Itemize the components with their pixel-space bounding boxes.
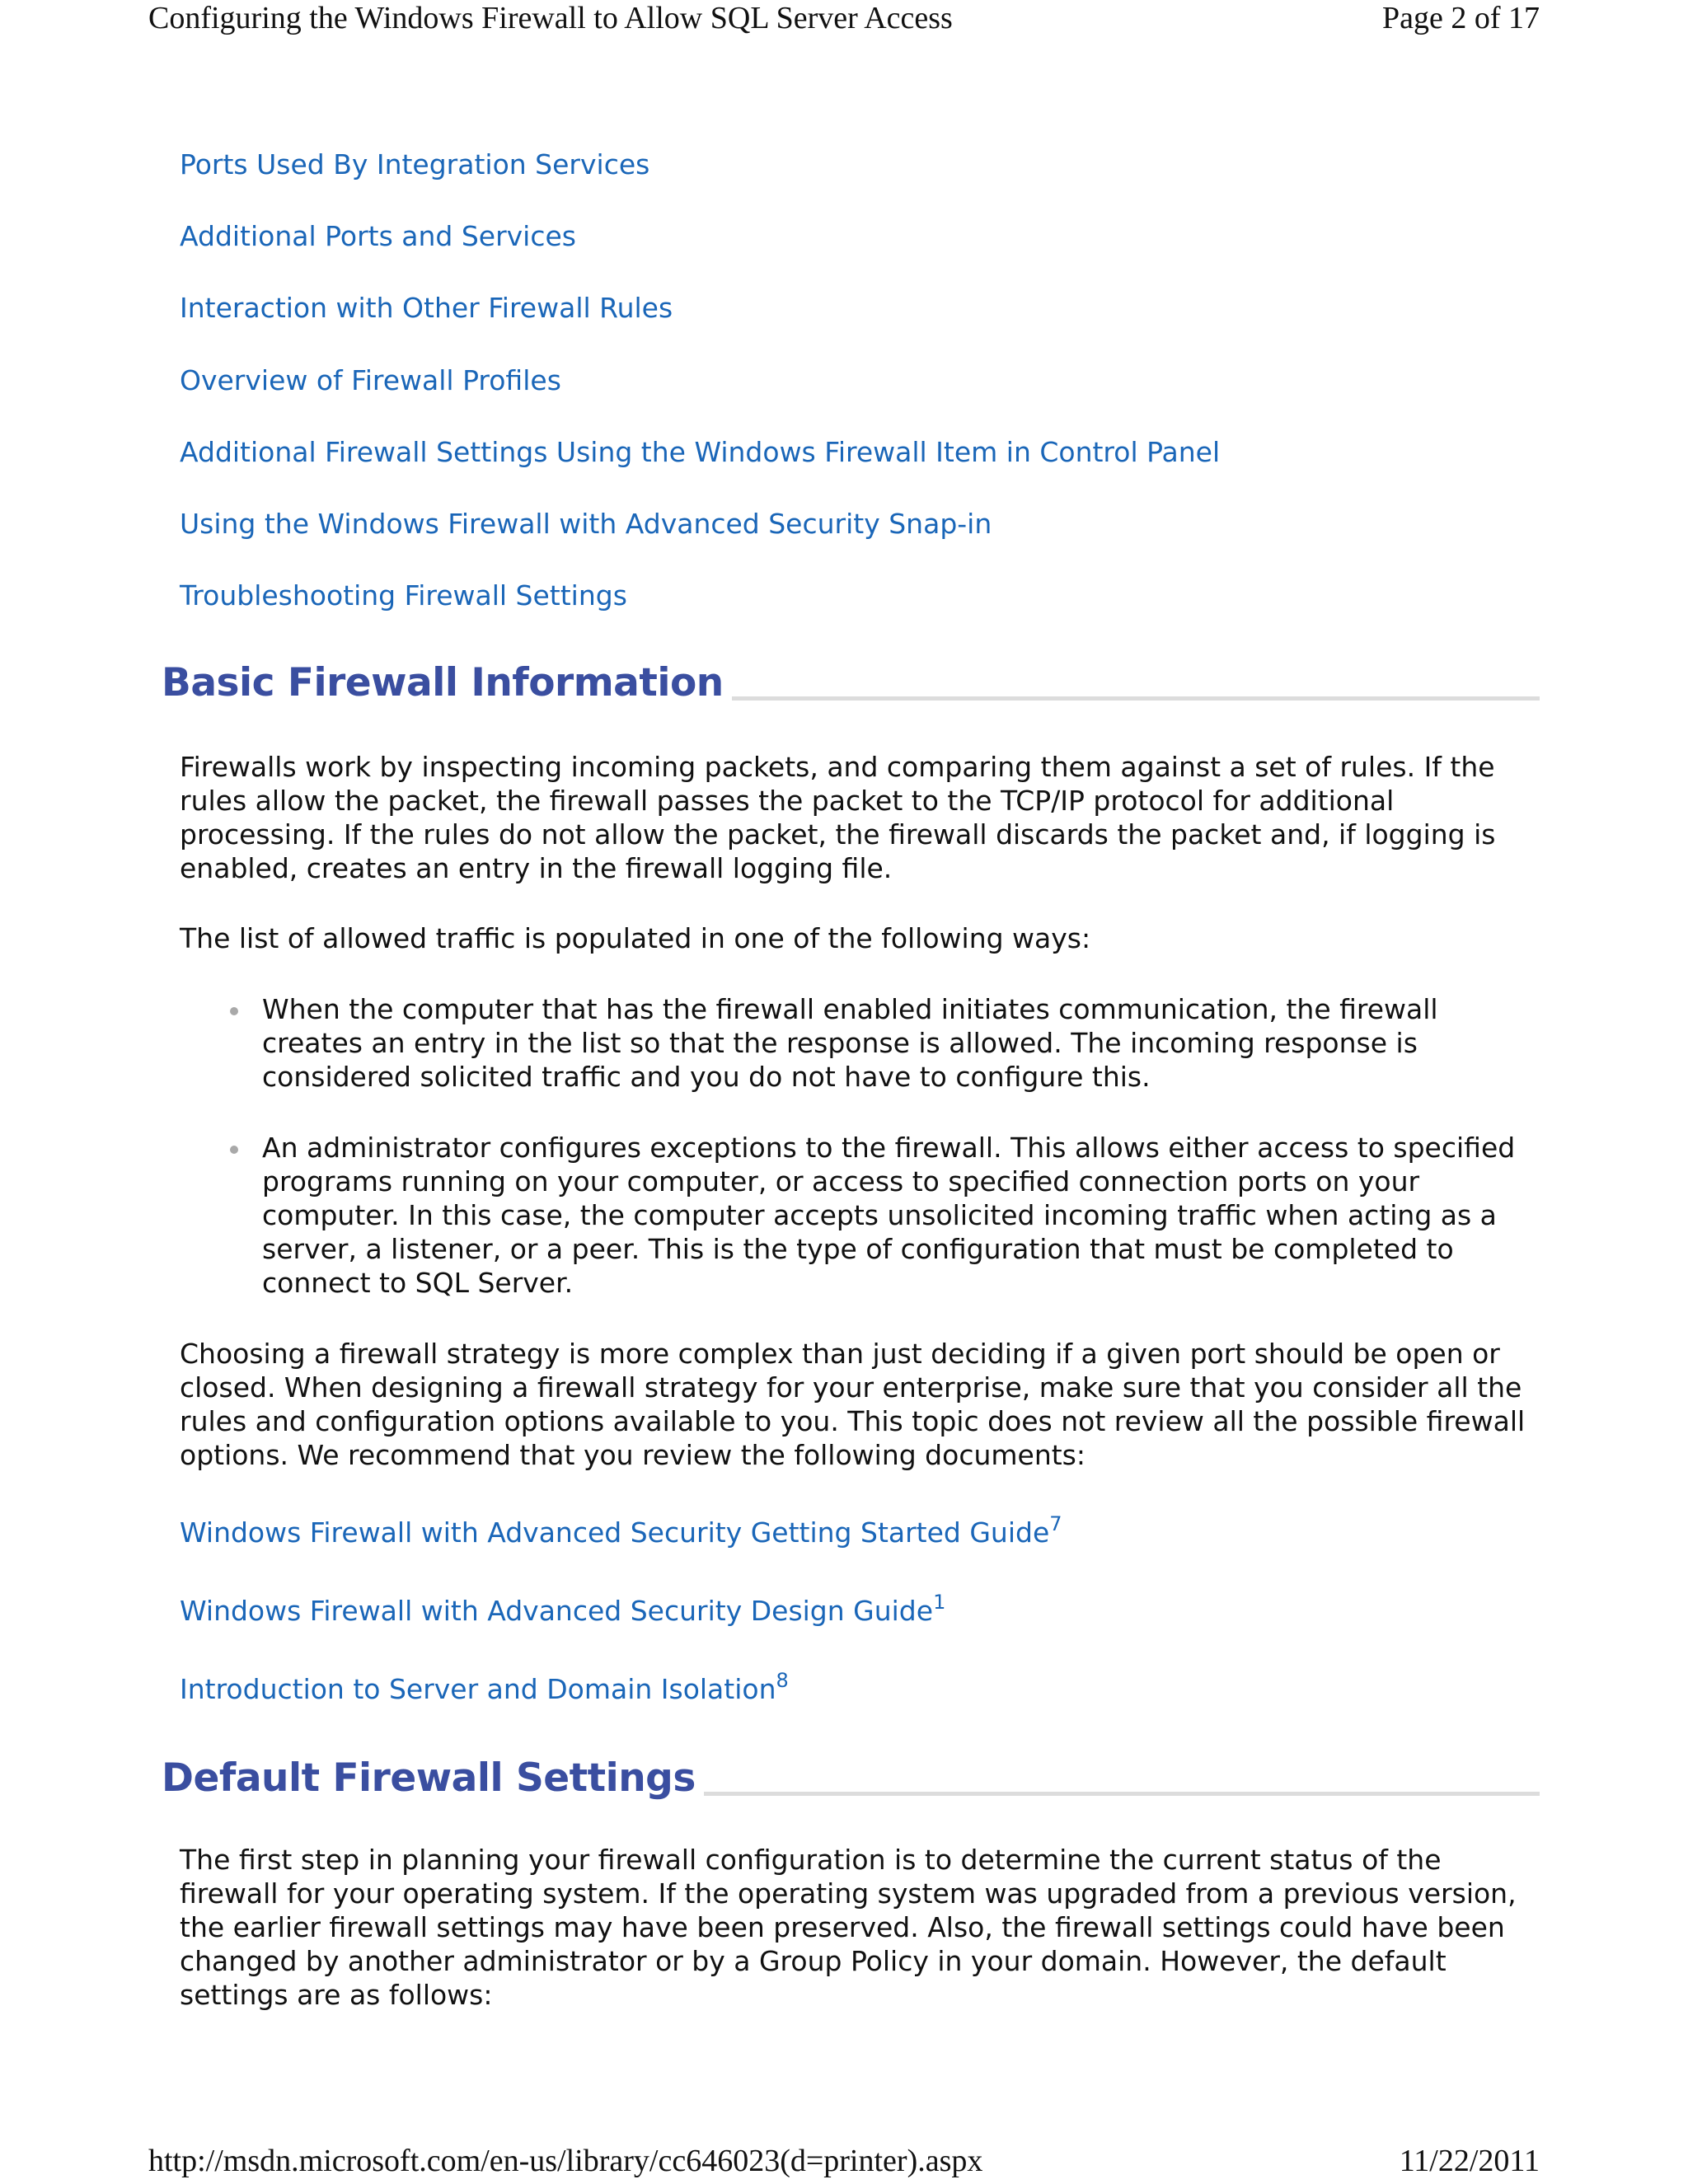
link-design-guide[interactable]: [180, 1591, 946, 1627]
bullet-icon: [230, 1007, 238, 1015]
link-domain-isolation[interactable]: [180, 1669, 789, 1705]
page-header-title: Configuring the Windows Firewall to Allow SQL Server Access: [148, 1, 953, 35]
paragraph-allowed-traffic: The list of allowed traffic is populated in one of the following ways:: [180, 922, 1091, 954]
bullet-icon: [230, 1146, 238, 1154]
footnote-ref: 1: [933, 1591, 946, 1614]
toc-link-firewall-profiles[interactable]: Overview of Firewall Profiles: [180, 364, 561, 396]
page-footer-url: http://msdn.microsoft.com/en-us/library/cc646023(d=printer).aspx: [148, 2144, 983, 2178]
section-heading-default-settings: [162, 1751, 1540, 1801]
section-heading-basic-firewall: [162, 656, 1540, 705]
section-divider: [704, 1792, 1540, 1796]
page-number: Page 2 of 17: [1381, 1, 1540, 35]
page-footer-date: 11/22/2011: [1399, 2144, 1540, 2178]
footnote-ref: 8: [776, 1669, 789, 1692]
paragraph-firewalls-work: Firewalls work by inspecting incoming packets, and comparing them against a set of rules. If the rules allow the packet, the firewall passes the packet to the TCP/IP protocol for additional processing. If the rules do not allow the packet, the firewall discards the packet and, if logging is enabled, creates an entry in the firewall logging file.: [180, 751, 1496, 884]
toc-link-advanced-security-snapin[interactable]: Using the Windows Firewall with Advanced Security Snap-in: [180, 508, 992, 540]
toc-link-control-panel-settings[interactable]: Additional Firewall Settings Using the Windows Firewall Item in Control Panel: [180, 436, 1221, 468]
paragraph-first-step: The first step in planning your firewall configuration is to determine the current status of the firewall for your operating system. If the operating system was upgraded from a previous version, the earlier firewall settings may have been preserved. Also, the firewall settings could have been changed by another administrator or by a Group Policy in your domain. However, the default settings are as follows:: [180, 1844, 1517, 2011]
list-item-administrator-exceptions: An administrator configures exceptions to the firewall. This allows either access to specified programs running on your computer, or access to specified connection ports on your computer. In this case, the computer accepts unsolicited incoming traffic when acting as a server, a listener, or a peer. This is the type of configuration that must be completed to connect to SQL Server.: [262, 1132, 1516, 1299]
link-getting-started-guide[interactable]: [180, 1512, 1062, 1549]
footnote-ref: 7: [1049, 1512, 1062, 1535]
section-title: Default Firewall Settings: [162, 1755, 696, 1801]
section-divider: [732, 696, 1540, 701]
section-title: Basic Firewall Information: [162, 660, 724, 705]
link-text: Windows Firewall with Advanced Security Getting Started Guide: [180, 1516, 1050, 1549]
toc-link-troubleshooting[interactable]: Troubleshooting Firewall Settings: [180, 579, 627, 612]
link-text: Introduction to Server and Domain Isolation: [180, 1673, 776, 1705]
toc-link-integration-services-ports[interactable]: Ports Used By Integration Services: [180, 148, 650, 180]
paragraph-firewall-strategy: Choosing a firewall strategy is more complex than just deciding if a given port should be open or closed. When designing a firewall strategy for your enterprise, make sure that you consider all the rules and configuration options available to you. This topic does not review all the possible firewall options. We recommend that you review the following documents:: [180, 1338, 1526, 1471]
toc-link-interaction-rules[interactable]: Interaction with Other Firewall Rules: [180, 292, 673, 324]
list-item-solicited-traffic: When the computer that has the firewall enabled initiates communication, the firewall creates an entry in the list so that the response is allowed. The incoming response is considered solicited traffic and you do not have to configure this.: [262, 993, 1438, 1093]
link-text: Windows Firewall with Advanced Security Design Guide: [180, 1595, 934, 1627]
toc-link-additional-ports[interactable]: Additional Ports and Services: [180, 220, 576, 252]
